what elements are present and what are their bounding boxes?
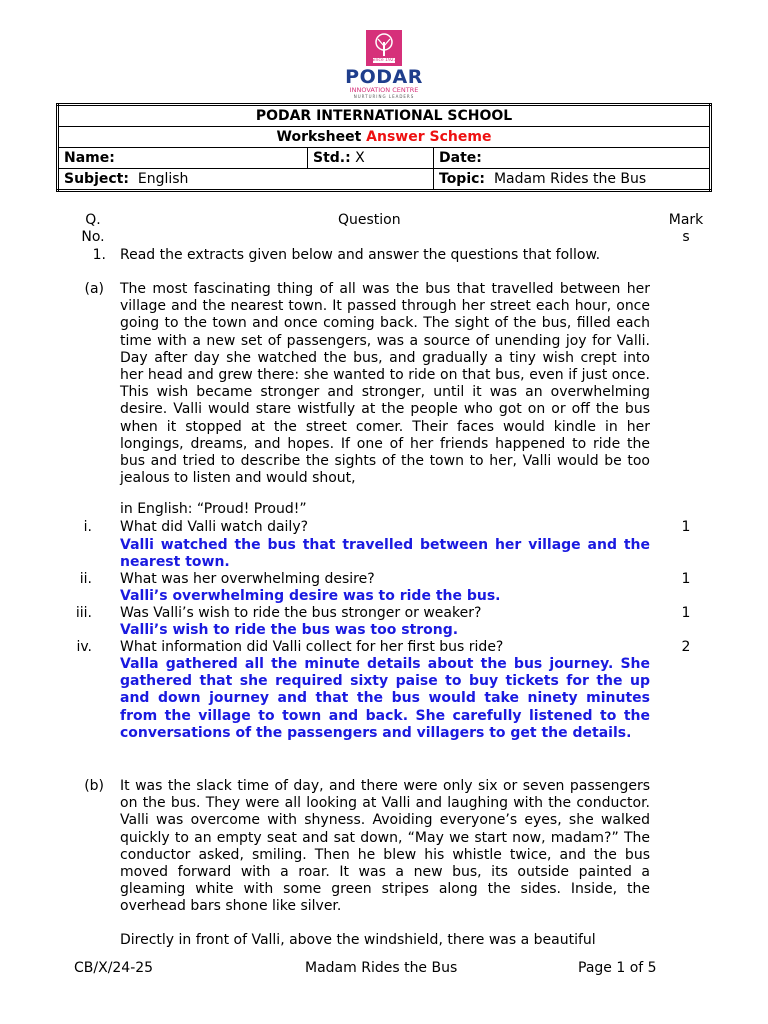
part-b-label: (b) bbox=[84, 778, 104, 794]
date-label: Date: bbox=[439, 150, 482, 166]
col-question-heading: Question bbox=[338, 212, 401, 228]
logo-since: Since 1927 bbox=[371, 58, 397, 63]
sub-q-marks: 1 bbox=[681, 519, 691, 535]
part-a-label: (a) bbox=[84, 281, 104, 297]
footer-code: CB/X/24-25 bbox=[74, 960, 154, 976]
col-marks-heading: Mark s bbox=[668, 212, 704, 245]
worksheet-title bbox=[58, 127, 711, 148]
sub-q-number: iv. bbox=[76, 639, 92, 655]
sub-q-marks: 2 bbox=[681, 639, 691, 655]
logo-tagline: INNOVATION CENTRE bbox=[349, 86, 419, 94]
header-table bbox=[56, 103, 712, 192]
col-qno-heading: Q. No. bbox=[81, 212, 105, 245]
sub-question-text: Was Valli’s wish to ride the bus stronger or weaker? bbox=[120, 605, 482, 621]
logo-brand: PODAR bbox=[345, 66, 423, 88]
std-label: Std.: bbox=[313, 150, 351, 166]
answer-text: Valli watched the bus that travelled between her village and the nearest town. bbox=[120, 537, 650, 571]
sub-question-text: What information did Valli collect for her first bus ride? bbox=[120, 639, 504, 655]
std-value: X bbox=[355, 150, 365, 166]
part-b-passage: It was the slack time of day, and there were only six or seven passengers on the bus. They were all looking at Valli and laughing with the conductor. Valli was overcome with shyness. Avoiding everyone’s eyes, she walked quickly to an empty seat and sat down, “May we start now, madam?” The conductor asked, smiling. Then he blew his whistle twice, and the bus moved forward with a roar. It was a new bus, its outside painted a gleaming white with some green stripes along the sides. Inside, the overhead bars shone like silver. bbox=[120, 778, 650, 915]
answer-text: Valli’s overwhelming desire was to ride the bus. bbox=[120, 588, 501, 604]
sub-question-text: What was her overwhelming desire? bbox=[120, 571, 375, 587]
sub-q-marks: 1 bbox=[681, 571, 691, 587]
answer-scheme-label: Answer Scheme bbox=[366, 129, 492, 145]
sub-q-number: iii. bbox=[75, 605, 92, 621]
sub-q-number: ii. bbox=[79, 571, 92, 587]
date-cell bbox=[434, 148, 711, 169]
q1-text: Read the extracts given below and answer the questions that follow. bbox=[120, 247, 601, 263]
sub-question-text: What did Valli watch daily? bbox=[120, 519, 309, 535]
school-name: PODAR INTERNATIONAL SCHOOL bbox=[58, 105, 711, 127]
footer-title: Madam Rides the Bus bbox=[305, 960, 458, 976]
part-b-passage-end: Directly in front of Valli, above the windshield, there was a beautiful bbox=[120, 932, 596, 948]
school-logo bbox=[338, 30, 430, 102]
subject-label: Subject: bbox=[64, 171, 129, 187]
worksheet-label: Worksheet bbox=[276, 129, 362, 145]
part-a-passage: The most fascinating thing of all was the bus that travelled between her village and the nearest town. It passed through her street each hour, once going to the town and once coming back. The sight of the bus, filled each time with a new set of passengers, was a source of unending joy for Valli. Day after day she watched the bus, and gradually a tiny wish crept into her head and grew there: she wanted to ride on that bus, even if just once. This wish became stronger and stronger, until it was an overwhelming desire. Valli would stare wistfully at the people who got on or off the bus when it stopped at the street comer. Their faces would kindle in her longings, dreams, and hopes. If one of her friends happened to ride the bus and tried to describe the sights of the town to her, Valli would be too jealous to listen and would shout, bbox=[120, 281, 650, 487]
topic-label: Topic: bbox=[439, 171, 486, 187]
name-cell bbox=[58, 148, 308, 169]
q1-number: 1. bbox=[92, 247, 106, 263]
answer-text: Valli’s wish to ride the bus was too strong. bbox=[120, 622, 459, 638]
std-cell bbox=[308, 148, 434, 169]
sub-q-number: i. bbox=[83, 519, 92, 535]
tree-emblem-icon bbox=[366, 30, 402, 66]
topic-cell bbox=[434, 169, 711, 191]
part-a-passage-end: in English: “Proud! Proud!” bbox=[120, 501, 307, 517]
topic-value: Madam Rides the Bus bbox=[493, 171, 647, 187]
answer-text: Valla gathered all the minute details about the bus journey. She gathered that she required sixty paise to buy tickets for the up and down journey and that the bus would take ninety minutes from the village to town and back. She carefully listened to the conversations of the passengers and villagers to get the details. bbox=[120, 656, 650, 741]
logo-tagline-2: NURTURING LEADERS bbox=[353, 94, 415, 99]
name-label: Name: bbox=[64, 150, 115, 166]
subject-cell bbox=[58, 169, 434, 191]
footer-page: Page 1 of 5 bbox=[578, 960, 657, 976]
sub-q-marks: 1 bbox=[681, 605, 691, 621]
subject-value: English bbox=[137, 171, 189, 187]
